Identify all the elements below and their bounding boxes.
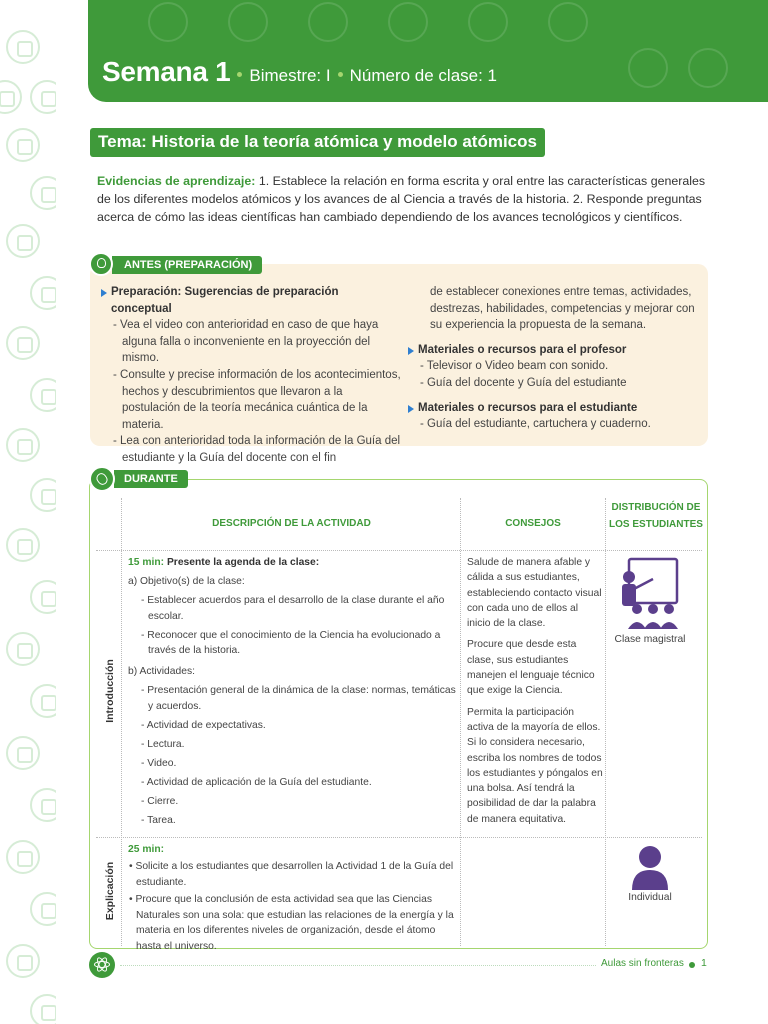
flask-icon <box>308 2 348 42</box>
column-header-consejos: CONSEJOS <box>505 518 561 529</box>
cell-icon <box>30 892 56 926</box>
introduccion-title: Presente la agenda de la clase: <box>166 557 320 568</box>
flask-icon <box>30 378 56 412</box>
table-divider <box>96 550 702 551</box>
decorative-icon-column <box>0 0 56 1024</box>
footer-divider <box>120 965 596 966</box>
separator-dot <box>338 72 343 77</box>
prep-item: - Vea el video con anterioridad en caso de que haya alguna falla o inconveniente en la proyección del mismo. <box>113 319 379 365</box>
actividad-item: - Actividad de aplicación de la Guía del estudiante. <box>141 776 372 788</box>
cell-icon <box>30 176 56 210</box>
clase-number-label: Número de clase: 1 <box>349 66 498 85</box>
antes-left-column <box>101 284 401 467</box>
explicacion-item: • Procure que la conclusión de esta actividad sea que las Ciencias Naturales son una sola: que estudian las relaciones de la energía y la materia en los diferentes niveles de organización, desde el átomo hasta el universo. <box>129 894 454 952</box>
prep-item: - Consulte y precise información de los acontecimientos, hechos y descubrimientos que llevaron a la postulación de la teoría mecánica cuántica de la materia. <box>113 368 401 431</box>
atom-icon <box>388 2 428 42</box>
consejo-paragraph: Salude de manera afable y cálida a sus estudiantes, estableciendo contacto visual con cada uno de ellos al inicio de la clase. <box>467 557 602 630</box>
atom-icon <box>6 632 40 666</box>
microscope-icon <box>228 2 268 42</box>
atom-icon <box>30 276 56 310</box>
explicacion-minutes: 25 min: <box>128 844 165 855</box>
dna-icon <box>468 2 508 42</box>
atom-icon <box>89 952 115 978</box>
consejo-paragraph: Procure que desde esta clase, sus estudiantes manejen el lenguaje técnico que exige la Ciencia. <box>467 639 595 697</box>
semana-title: Semana 1 <box>102 56 231 87</box>
prep-continuation: de establecer conexiones entre temas, actividades, destrezas, habilidades, competencias y mejorar con su experiencia la propuesta de la semana. <box>430 286 695 332</box>
column-header-distribucion: DISTRIBUCIÓN DE LOS ESTUDIANTES <box>609 502 703 530</box>
actividad-item: - Cierre. <box>141 795 179 807</box>
antes-right-column <box>408 284 704 433</box>
flask-icon <box>148 2 188 42</box>
flask-icon <box>30 580 56 614</box>
lightbulb-icon <box>89 252 113 276</box>
footer-brand: Aulas sin fronteras <box>601 958 684 969</box>
frog-icon <box>30 788 56 822</box>
foot-icon <box>6 840 40 874</box>
dna-icon <box>688 48 728 88</box>
actividad-item: - Presentación general de la dinámica de la clase: normas, temáticas y acuerdos. <box>141 685 456 712</box>
flask-icon <box>6 30 40 64</box>
page-header <box>88 0 768 102</box>
durante-label: DURANTE <box>114 470 188 488</box>
estudiante-material-item: - Guía del estudiante, cartuchera y cuaderno. <box>420 418 651 431</box>
table-divider <box>121 498 122 946</box>
table-divider <box>460 498 461 946</box>
objetivos-label: a) Objetivo(s) de la clase: <box>128 576 245 587</box>
bimestre-label: Bimestre: I <box>249 66 331 85</box>
dna-icon <box>6 224 40 258</box>
foot-icon <box>30 478 56 512</box>
objetivo-item: - Reconocer que el conocimiento de la Ciencia ha evolucionado a través de la historia. <box>141 629 441 656</box>
introduccion-activity <box>128 553 456 832</box>
learning-evidence <box>97 172 709 226</box>
table-divider <box>96 837 702 838</box>
actividad-item: - Lectura. <box>141 738 185 750</box>
footer-dot <box>689 962 695 968</box>
phase-label-introduccion: Introducción <box>104 659 116 723</box>
prep-item: - Lea con anterioridad toda la información de la Guía del estudiante y la Guía del docente con el fin <box>113 435 401 464</box>
profesor-materials-heading: Materiales o recursos para el profesor <box>408 342 704 359</box>
flask-icon <box>30 994 56 1024</box>
table-divider <box>605 498 606 946</box>
distribucion-clase-magistral: Clase magistral <box>614 634 686 645</box>
learning-evidence-label: Evidencias de aprendizaje: <box>97 174 256 188</box>
actividad-item: - Tarea. <box>141 814 176 826</box>
phase-label-explicacion: Explicación <box>104 861 116 921</box>
paperclip-icon <box>89 466 115 492</box>
profesor-material-item: - Guía del docente y Guía del estudiante <box>420 376 627 389</box>
individual-student-icon <box>629 844 671 890</box>
actividad-item: - Video. <box>141 757 177 769</box>
header-title-row <box>102 56 497 88</box>
learning-evidence-text: 1. Establece la relación en forma escrita y oral entre las características generales de los diferentes modelos atómicos y los avances de al Ciencia a través de la historia. 2. Responde preguntas acerca de cómo las ideas científicas han cambiado dependiendo de los avances tecnológicos y científicos. <box>97 174 706 224</box>
introduccion-consejos <box>467 555 603 833</box>
foot-icon <box>6 128 40 162</box>
introduccion-minutes: 15 min: <box>128 557 165 568</box>
dna-icon <box>6 326 40 360</box>
cell-icon <box>6 528 40 562</box>
prep-heading: Preparación: Sugerencias de preparación conceptual <box>101 284 401 317</box>
estudiante-materials-heading: Materiales o recursos para el estudiante <box>408 400 704 417</box>
objetivo-item: - Establecer acuerdos para el desarrollo de la clase durante el año escolar. <box>141 595 445 622</box>
explicacion-item: • Solicite a los estudiantes que desarrollen la Actividad 1 de la Guía del estudiante. <box>129 861 454 888</box>
explicacion-heading <box>128 840 456 859</box>
frog-icon <box>30 80 56 114</box>
column-header-descripcion: DESCRIPCIÓN DE LA ACTIVIDAD <box>212 518 371 529</box>
frog-icon <box>6 428 40 462</box>
page-number: 1 <box>701 957 707 969</box>
explicacion-activity <box>128 840 456 956</box>
dna-icon <box>30 684 56 718</box>
profesor-material-item: - Televisor o Video beam con sonido. <box>420 360 609 373</box>
topic-title: Tema: Historia de la teoría atómica y modelo atómicos <box>90 128 545 157</box>
actividades-label: b) Actividades: <box>128 666 195 677</box>
introduccion-heading <box>128 553 456 572</box>
flask-icon <box>0 80 22 114</box>
flask-icon <box>6 736 40 770</box>
antes-label: ANTES (PREPARACIÓN) <box>112 256 262 274</box>
atom-icon <box>6 944 40 978</box>
actividad-item: - Actividad de expectativas. <box>141 719 266 731</box>
consejo-paragraph: Permita la participación activa de la mayoría de ellos. Si lo considera necesario, escriba los nombres de todos los estudiantes y póngalos en una bolsa. Así tendrá la posibilidad de dar la palabra de manera equitativa. <box>467 706 603 825</box>
distribucion-individual: Individual <box>628 892 672 903</box>
separator-dot <box>237 72 242 77</box>
lecture-class-icon <box>619 557 681 631</box>
flask-icon <box>548 2 588 42</box>
frog-icon <box>628 48 668 88</box>
